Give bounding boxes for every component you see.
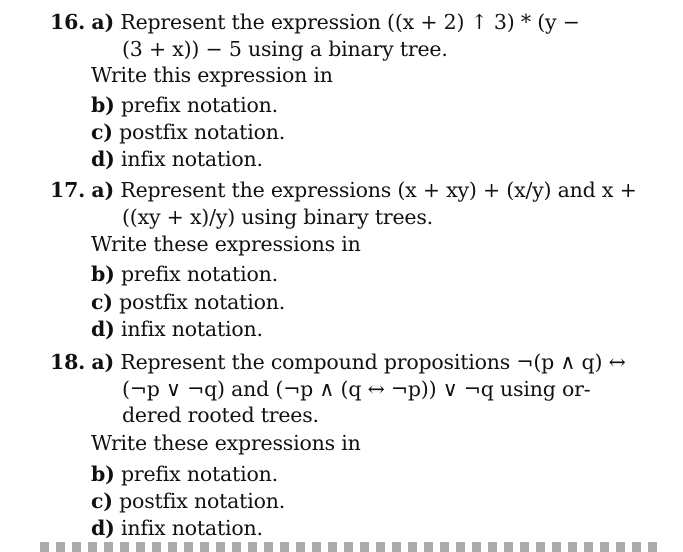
part-a-text: Represent the expression ((x + 2) ↑ 3) * (y − [120, 10, 580, 34]
exercise-18-part-a-line-3: dered rooted trees. [122, 403, 319, 427]
exercise-number: 16. [50, 10, 86, 34]
exercise-16-part-a-line-1 [50, 10, 580, 34]
part-a-text: Represent the compound propositions ¬(p ∧ q) ↔ [120, 350, 626, 374]
part-label: d) [91, 317, 115, 341]
part-label: c) [91, 290, 113, 314]
part-label: d) [91, 516, 115, 540]
exercise-17-write-line: Write these expressions in [91, 232, 361, 256]
exercise-16-part-d [91, 147, 263, 171]
cut-off-next-line [40, 542, 660, 552]
exercise-16-write-line: Write this expression in [91, 63, 333, 87]
part-label: b) [91, 262, 115, 286]
part-label: a) [91, 10, 114, 34]
exercise-number: 18. [50, 350, 86, 374]
exercise-18-part-d [91, 516, 263, 540]
part-label: a) [91, 178, 114, 202]
exercise-18-part-a-line-1 [50, 350, 626, 374]
exercise-17-part-a-line-2: ((xy + x)/y) using binary trees. [122, 205, 433, 229]
part-text: prefix notation. [120, 462, 278, 486]
part-text: infix notation. [120, 317, 263, 341]
part-text: prefix notation. [120, 262, 278, 286]
part-text: postfix notation. [119, 120, 286, 144]
part-text: prefix notation. [120, 93, 278, 117]
exercise-17-part-b [91, 262, 278, 286]
exercise-16-part-b [91, 93, 278, 117]
exercise-number: 17. [50, 178, 86, 202]
exercise-17-part-d [91, 317, 263, 341]
exercise-16-part-c [91, 120, 285, 144]
exercise-18-part-b [91, 462, 278, 486]
part-label: c) [91, 489, 113, 513]
part-text: infix notation. [120, 147, 263, 171]
part-label: b) [91, 93, 115, 117]
exercise-18-part-a-line-2: (¬p ∨ ¬q) and (¬p ∧ (q ↔ ¬p)) ∨ ¬q using or- [122, 377, 591, 401]
part-label: c) [91, 120, 113, 144]
part-text: infix notation. [120, 516, 263, 540]
part-label: b) [91, 462, 115, 486]
exercise-16-part-a-line-2: (3 + x)) − 5 using a binary tree. [122, 37, 448, 61]
part-a-text: Represent the expressions (x + xy) + (x/y) and x + [120, 178, 637, 202]
part-text: postfix notation. [119, 489, 286, 513]
part-label: a) [91, 350, 114, 374]
part-label: d) [91, 147, 115, 171]
part-text: postfix notation. [119, 290, 286, 314]
exercise-17-part-a-line-1 [50, 178, 637, 202]
exercise-18-part-c [91, 489, 285, 513]
exercise-17-part-c [91, 290, 285, 314]
exercise-18-write-line: Write these expressions in [91, 431, 361, 455]
